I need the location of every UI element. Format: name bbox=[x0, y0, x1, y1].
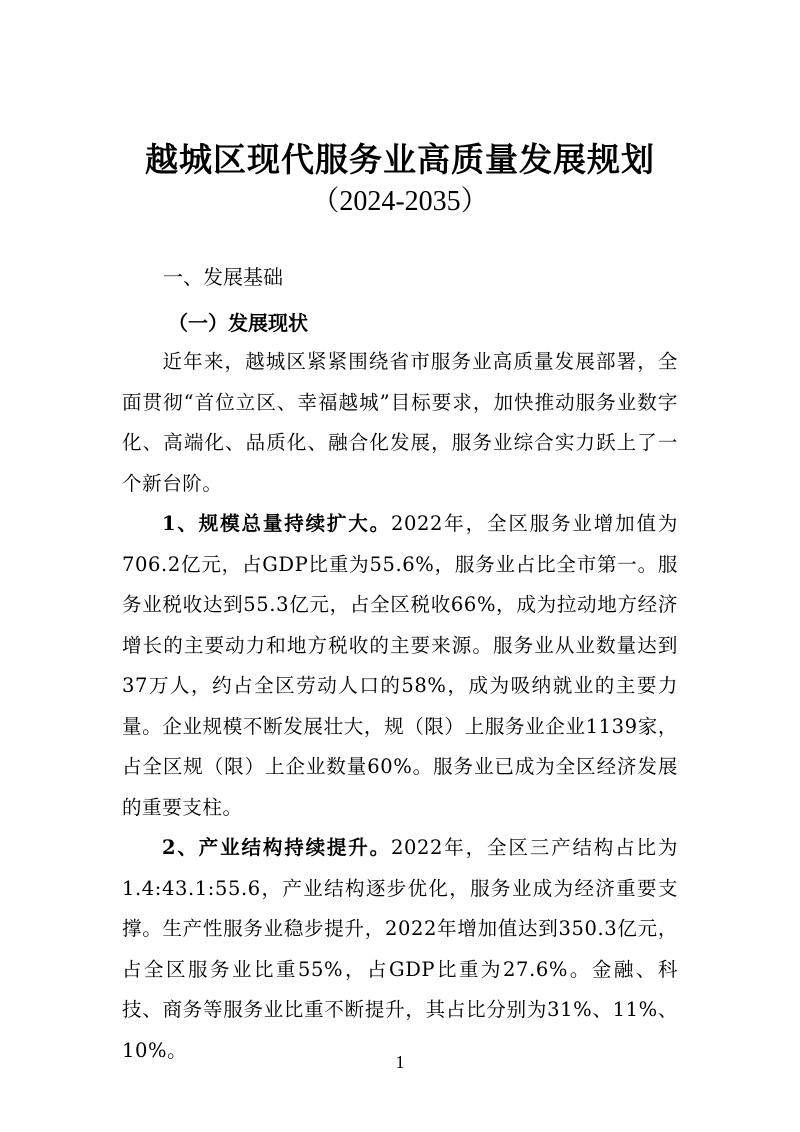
paragraph-intro bbox=[122, 342, 678, 504]
paragraph-structure-lead: 2、产业结构持续提升。 bbox=[162, 836, 392, 859]
paragraph-intro-text: 近年来，越城区紧紧围绕省市服务业高质量发展部署，全面贯彻“首位立区、幸福越城”目标要求，加快推动服务业数字化、高端化、品质化、融合化发展，服务业综合实力跃上了一个新台阶。 bbox=[122, 350, 678, 495]
page-number: 1 bbox=[395, 1052, 405, 1072]
section-heading: 一、发展基础 bbox=[163, 265, 283, 289]
subsection-heading: （一）发展现状 bbox=[168, 311, 308, 335]
paragraph-scale-lead: 1、规模总量持续扩大。 bbox=[162, 512, 392, 535]
document-subtitle: （2024-2035） bbox=[311, 186, 489, 217]
document-title: 越城区现代服务业高质量发展规划 bbox=[145, 140, 655, 179]
paragraph-scale bbox=[122, 504, 678, 828]
paragraph-structure bbox=[122, 828, 678, 1071]
paragraph-structure-text: 2022年，全区三产结构占比为1.4:43.1:55.6，产业结构逐步优化，服务业成为经济重要支撑。生产性服务业稳步提升，2022年增加值达到350.3亿元，占全区服务业比重55%，占GDP比重为27.6%。金融、科技、商务等服务业比重不断提升，其占比分别为31%、11%、10%。 bbox=[122, 836, 678, 1062]
paragraph-scale-text: 2022年，全区服务业增加值为706.2亿元，占GDP比重为55.6%，服务业占比全市第一。服务业税收达到55.3亿元，占全区税收66%，成为拉动地方经济增长的主要动力和地方税收的主要来源。服务业从业数量达到37万人，约占全区劳动人口的58%，成为吸纳就业的主要力量。企业规模不断发展壮大，规（限）上服务业企业1139家，占全区规（限）上企业数量60%。服务业已成为全区经济发展的重要支柱。 bbox=[122, 512, 678, 819]
